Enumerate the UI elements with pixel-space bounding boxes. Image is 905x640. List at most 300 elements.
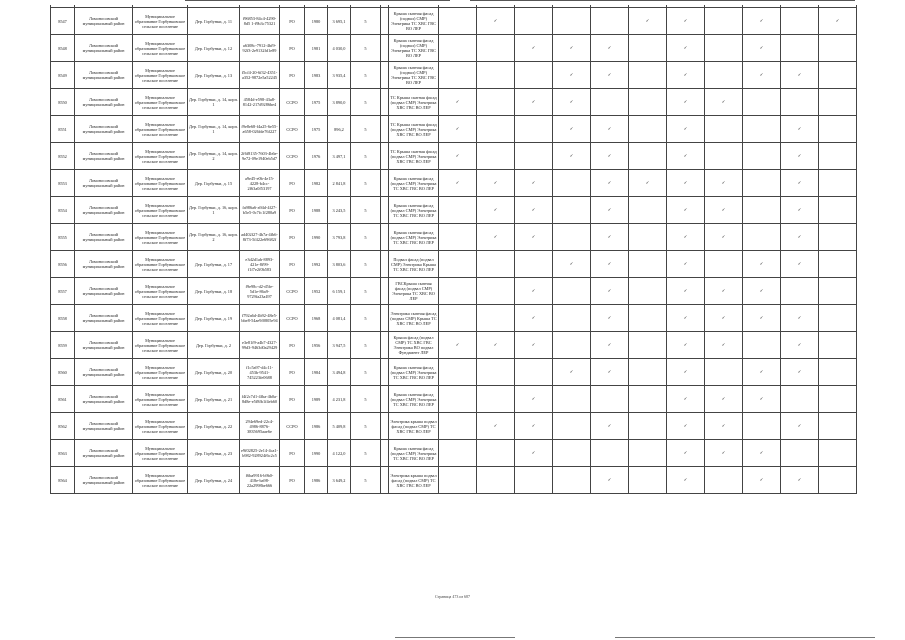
empty-cell [629, 332, 667, 359]
code-cell: f1c5a97-d4c11-453b-9541-745223fe0688 [240, 359, 280, 386]
area-cell: 3 803,6 [328, 251, 351, 278]
check-mark-icon: ✓ [591, 359, 629, 386]
works-cell: ТС Крыша скатная фасад (подвал СМР) Электрика ХВС ГВС ВО ЛЕР [389, 116, 439, 143]
check-mark-icon: ✓ [743, 251, 781, 278]
check-mark-icon: ✓ [667, 116, 705, 143]
type-cell: ССРО [280, 116, 305, 143]
empty-cell [705, 359, 743, 386]
check-mark-icon: ✓ [515, 332, 553, 359]
district-cell: Ломоносовский муниципальный район [75, 35, 133, 62]
check-mark-icon: ✓ [667, 197, 705, 224]
empty-cell [477, 386, 515, 413]
empty-cell [515, 251, 553, 278]
check-mark-icon: ✓ [781, 143, 819, 170]
empty-cell [781, 89, 819, 116]
check-mark-icon: ✓ [705, 197, 743, 224]
floors-cell: 5 [351, 467, 381, 494]
check-mark-icon: ✓ [515, 305, 553, 332]
check-mark-icon: ✓ [591, 170, 629, 197]
empty-cell [439, 224, 477, 251]
code-cell: f9e8e68-f4a25-6e55-a658-026fde76f227 [240, 116, 280, 143]
spacer-cell [381, 35, 389, 62]
check-mark-icon: ✓ [667, 170, 705, 197]
check-mark-icon: ✓ [743, 359, 781, 386]
check-mark-icon: ✓ [667, 8, 705, 35]
register-table [50, 5, 857, 494]
empty-cell [477, 251, 515, 278]
check-mark-icon: ✓ [743, 62, 781, 89]
address-cell: Дер. Горбунки, д. 14, корп. 2 [188, 143, 240, 170]
empty-cell [743, 170, 781, 197]
empty-cell [439, 386, 477, 413]
empty-cell [705, 143, 743, 170]
spacer-cell [381, 89, 389, 116]
area-cell: 5 409,8 [328, 413, 351, 440]
address-cell: Дер. Горбунки, д. 13 [188, 62, 240, 89]
check-mark-icon: ✓ [667, 359, 705, 386]
district-cell: Ломоносовский муниципальный район [75, 170, 133, 197]
row-number: 8556 [51, 251, 75, 278]
empty-cell [819, 386, 857, 413]
empty-cell [629, 467, 667, 494]
code-cell: 2f6f8135-7603-4b6e-9e72-09e1940eb5d7 [240, 143, 280, 170]
area-cell: 3 935,4 [328, 62, 351, 89]
year-cell: 1975 [305, 89, 328, 116]
empty-cell [553, 8, 591, 35]
spacer-cell [381, 116, 389, 143]
empty-cell [477, 467, 515, 494]
row-number: 8555 [51, 224, 75, 251]
empty-cell [705, 35, 743, 62]
address-cell: Дер. Горбунки, д. 16, корп. 2 [188, 224, 240, 251]
spacer-cell [381, 413, 389, 440]
empty-cell [743, 413, 781, 440]
district-cell: Ломоносовский муниципальный район [75, 467, 133, 494]
type-cell: ССРО [280, 89, 305, 116]
code-cell: f9e98c-d2-d5fe-5d1e-86a9-9729fa23a497 [240, 278, 280, 305]
district-cell: Ломоносовский муниципальный район [75, 440, 133, 467]
table-row [51, 143, 857, 170]
check-mark-icon: ✓ [629, 8, 667, 35]
check-mark-icon: ✓ [515, 170, 553, 197]
empty-cell [743, 197, 781, 224]
check-mark-icon: ✓ [705, 386, 743, 413]
table-row [51, 116, 857, 143]
works-cell: Электрика крыша подвал фасад (подвал СМР) ТС ХВС ГВС ВО ЛЕР [389, 413, 439, 440]
empty-cell [629, 386, 667, 413]
district-cell: Ломоносовский муниципальный район [75, 8, 133, 35]
floors-cell: 5 [351, 62, 381, 89]
empty-cell [553, 197, 591, 224]
check-mark-icon: ✓ [781, 467, 819, 494]
row-number: 8564 [51, 467, 75, 494]
check-mark-icon: ✓ [591, 278, 629, 305]
spacer-cell [381, 386, 389, 413]
owner-cell: Муниципальное образование Горбунковское сельское поселение [133, 467, 188, 494]
empty-cell [553, 467, 591, 494]
check-mark-icon: ✓ [553, 143, 591, 170]
spacer-cell [381, 359, 389, 386]
empty-cell [515, 359, 553, 386]
table-row [51, 224, 857, 251]
owner-cell: Муниципальное образование Горбунковское сельское поселение [133, 413, 188, 440]
type-cell: ССРО [280, 143, 305, 170]
spacer-cell [381, 251, 389, 278]
area-cell: 3 793,8 [328, 224, 351, 251]
spacer-cell [381, 8, 389, 35]
year-cell: 1989 [305, 386, 328, 413]
empty-cell [705, 251, 743, 278]
owner-cell: Муниципальное образование Горбунковское сельское поселение [133, 62, 188, 89]
empty-cell [819, 143, 857, 170]
area-cell: 3 947,5 [328, 332, 351, 359]
address-cell: Дер. Горбунки, д. 14, корп. 1 [188, 89, 240, 116]
year-cell: 1975 [305, 116, 328, 143]
check-mark-icon: ✓ [553, 89, 591, 116]
type-cell: РО [280, 224, 305, 251]
check-mark-icon: ✓ [743, 305, 781, 332]
empty-cell [819, 35, 857, 62]
type-cell: РО [280, 359, 305, 386]
code-cell: 4584d-e598-43a8-8142-217d9286be4 [240, 89, 280, 116]
address-cell: Дер. Горбунки, д. 19 [188, 305, 240, 332]
table-row [51, 413, 857, 440]
check-mark-icon: ✓ [705, 89, 743, 116]
empty-cell [553, 332, 591, 359]
code-cell: a9e45-e0b-4e15-4228-b4cc-2f63a0f53197 [240, 170, 280, 197]
works-cell: Электрика крыша подвал фасад (подвал СМР) ТС ХВС ГВС ВО ЛЕР [389, 467, 439, 494]
year-cell: 1992 [305, 251, 328, 278]
district-cell: Ломоносовский муниципальный район [75, 305, 133, 332]
check-mark-icon: ✓ [515, 386, 553, 413]
empty-cell [439, 35, 477, 62]
empty-cell [439, 8, 477, 35]
empty-cell [629, 62, 667, 89]
works-cell: Крыша скатная фасад (подвал СМР) Электрика ТС ХВС ГВС ВО ЛЕР [389, 359, 439, 386]
empty-cell [477, 278, 515, 305]
empty-cell [591, 8, 629, 35]
row-number: 8562 [51, 413, 75, 440]
type-cell: РО [280, 440, 305, 467]
row-number: 8550 [51, 89, 75, 116]
check-mark-icon: ✓ [781, 251, 819, 278]
empty-cell [781, 278, 819, 305]
empty-cell [439, 467, 477, 494]
empty-cell [591, 386, 629, 413]
code-cell: f792a6d-4b92-48e5-bbe8-54ae9f0805e94 [240, 305, 280, 332]
type-cell: ССРО [280, 305, 305, 332]
year-cell: 1956 [305, 332, 328, 359]
floors-cell: 5 [351, 413, 381, 440]
empty-cell [705, 116, 743, 143]
check-mark-icon: ✓ [439, 143, 477, 170]
check-mark-icon: ✓ [515, 440, 553, 467]
empty-cell [629, 197, 667, 224]
code-cell: ad402f27-4b7a-4fb6-8f73-5f422e69682f [240, 224, 280, 251]
empty-cell [439, 305, 477, 332]
empty-cell [439, 62, 477, 89]
type-cell: РО [280, 62, 305, 89]
owner-cell: Муниципальное образование Горбунковское сельское поселение [133, 305, 188, 332]
empty-cell [629, 440, 667, 467]
check-mark-icon: ✓ [591, 332, 629, 359]
check-mark-icon: ✓ [819, 8, 857, 35]
empty-cell [781, 440, 819, 467]
top-rule [185, 0, 450, 1]
empty-cell [819, 62, 857, 89]
check-mark-icon: ✓ [705, 413, 743, 440]
empty-cell [553, 278, 591, 305]
empty-cell [477, 143, 515, 170]
works-cell: Электрика скатная фасад (подвал СМР) Крыша ТС ХВС ГВС ВО ЛЕР [389, 305, 439, 332]
address-cell: Дер. Горбунки, д. 14, корп. 1 [188, 116, 240, 143]
table-row [51, 278, 857, 305]
row-number: 8551 [51, 116, 75, 143]
type-cell: ССРО [280, 278, 305, 305]
owner-cell: Муниципальное образование Горбунковское сельское поселение [133, 35, 188, 62]
code-cell: e3e81f9-a4b7-4327-99d3-9463d0a29429 [240, 332, 280, 359]
empty-cell [515, 467, 553, 494]
check-mark-icon: ✓ [591, 224, 629, 251]
empty-cell [553, 440, 591, 467]
code-cell: e9f02825-2e14-4ca1-b982-928924f6c2c5 [240, 440, 280, 467]
check-mark-icon: ✓ [667, 332, 705, 359]
check-mark-icon: ✓ [743, 440, 781, 467]
check-mark-icon: ✓ [667, 89, 705, 116]
check-mark-icon: ✓ [667, 386, 705, 413]
code-cell: 294e69ed-22c4-4986-8876-3835695aae6e [240, 413, 280, 440]
floors-cell: 5 [351, 8, 381, 35]
district-cell: Ломоносовский муниципальный район [75, 197, 133, 224]
empty-cell [477, 35, 515, 62]
owner-cell: Муниципальное образование Горбунковское сельское поселение [133, 170, 188, 197]
row-number: 8548 [51, 35, 75, 62]
check-mark-icon: ✓ [667, 62, 705, 89]
check-mark-icon: ✓ [515, 224, 553, 251]
type-cell: РО [280, 386, 305, 413]
empty-cell [705, 62, 743, 89]
table-row [51, 35, 857, 62]
address-cell: Дер. Горбунки, д. 11 [188, 8, 240, 35]
check-mark-icon: ✓ [743, 386, 781, 413]
year-cell: 1986 [305, 413, 328, 440]
owner-cell: Муниципальное образование Горбунковское сельское поселение [133, 143, 188, 170]
row-number: 8563 [51, 440, 75, 467]
district-cell: Ломоносовский муниципальный район [75, 359, 133, 386]
type-cell: РО [280, 197, 305, 224]
row-number: 8547 [51, 8, 75, 35]
empty-cell [629, 413, 667, 440]
area-cell: 3 695,1 [328, 8, 351, 35]
owner-cell: Муниципальное образование Горбунковское сельское поселение [133, 386, 188, 413]
works-cell: Крыша скатная фасад (подвал СМР) Электрика ТС ХВС ГВС ВО ЛЕР [389, 197, 439, 224]
check-mark-icon: ✓ [591, 305, 629, 332]
check-mark-icon: ✓ [743, 467, 781, 494]
table-row [51, 62, 857, 89]
works-cell: ТС Крыша скатная фасад (подвал СМР) Электрика ХВС ГВС ВО ЛЕР [389, 89, 439, 116]
area-cell: 2 841,8 [328, 170, 351, 197]
check-mark-icon: ✓ [591, 413, 629, 440]
empty-cell [515, 116, 553, 143]
check-mark-icon: ✓ [477, 224, 515, 251]
works-cell: Крыша скатная фасад (подвал) СМР) Электрика ТС ХВС ГВС ВО ЛЕР [389, 8, 439, 35]
area-cell: 896,2 [328, 116, 351, 143]
top-rule [470, 0, 855, 1]
check-mark-icon: ✓ [667, 224, 705, 251]
year-cell: 1988 [305, 197, 328, 224]
check-mark-icon: ✓ [591, 467, 629, 494]
floors-cell: 5 [351, 278, 381, 305]
empty-cell [515, 8, 553, 35]
row-number: 8561 [51, 386, 75, 413]
check-mark-icon: ✓ [667, 35, 705, 62]
address-cell: Дер. Горбунки, д. 23 [188, 440, 240, 467]
area-cell: 3 497,1 [328, 143, 351, 170]
empty-cell [819, 359, 857, 386]
floors-cell: 5 [351, 224, 381, 251]
check-mark-icon: ✓ [705, 305, 743, 332]
empty-cell [439, 440, 477, 467]
check-mark-icon: ✓ [515, 413, 553, 440]
empty-cell [743, 89, 781, 116]
works-cell: Подвал фасад (подвал СМР) Электрика Крыша ТС ХВС ГВС ВО ЛЕР [389, 251, 439, 278]
check-mark-icon: ✓ [591, 62, 629, 89]
address-cell: Дер. Горбунки, д. 12 [188, 35, 240, 62]
check-mark-icon: ✓ [591, 35, 629, 62]
check-mark-icon: ✓ [515, 278, 553, 305]
floors-cell: 5 [351, 143, 381, 170]
works-cell: Крыша скатная фасад (подвал СМР) Электрика ТС ХВС ГВС ВО ЛЕР [389, 170, 439, 197]
area-cell: 4 122,0 [328, 440, 351, 467]
table-row [51, 89, 857, 116]
table-row [51, 8, 857, 35]
check-mark-icon: ✓ [667, 413, 705, 440]
row-number: 8557 [51, 278, 75, 305]
empty-cell [819, 278, 857, 305]
area-cell: 3 243,5 [328, 197, 351, 224]
empty-cell [553, 170, 591, 197]
table-row [51, 332, 857, 359]
check-mark-icon: ✓ [781, 116, 819, 143]
check-mark-icon: ✓ [743, 35, 781, 62]
floors-cell: 5 [351, 305, 381, 332]
empty-cell [819, 224, 857, 251]
type-cell: РО [280, 332, 305, 359]
owner-cell: Муниципальное образование Горбунковское сельское поселение [133, 8, 188, 35]
table-row [51, 440, 857, 467]
check-mark-icon: ✓ [553, 62, 591, 89]
empty-cell [819, 467, 857, 494]
owner-cell: Муниципальное образование Горбунковское сельское поселение [133, 440, 188, 467]
year-cell: 1984 [305, 359, 328, 386]
address-cell: Дер. Горбунки, д. 2 [188, 332, 240, 359]
code-cell: f5cf4-20-6f32-4351-a352-9872e5a52245 [240, 62, 280, 89]
area-cell: 4 081,4 [328, 305, 351, 332]
empty-cell [743, 143, 781, 170]
spacer-cell [381, 278, 389, 305]
owner-cell: Муниципальное образование Горбунковское сельское поселение [133, 359, 188, 386]
row-number: 8559 [51, 332, 75, 359]
address-cell: Дер. Горбунки, д. 17 [188, 251, 240, 278]
row-number: 8549 [51, 62, 75, 89]
address-cell: Дер. Горбунки, д. 15 [188, 170, 240, 197]
check-mark-icon: ✓ [439, 89, 477, 116]
check-mark-icon: ✓ [705, 170, 743, 197]
empty-cell [705, 467, 743, 494]
row-number: 8560 [51, 359, 75, 386]
empty-cell [477, 89, 515, 116]
floors-cell: 5 [351, 386, 381, 413]
owner-cell: Муниципальное образование Горбунковское сельское поселение [133, 224, 188, 251]
check-mark-icon: ✓ [591, 197, 629, 224]
year-cell: 1990 [305, 224, 328, 251]
type-cell: РО [280, 251, 305, 278]
check-mark-icon: ✓ [477, 170, 515, 197]
code-cell: f6ba9916-b9b0-418e-ba98-22a2998be666 [240, 467, 280, 494]
page-footer: Страница 473 из 687 [434, 594, 471, 599]
owner-cell: Муниципальное образование Горбунковское сельское поселение [133, 251, 188, 278]
empty-cell [553, 305, 591, 332]
floors-cell: 5 [351, 359, 381, 386]
check-mark-icon: ✓ [781, 332, 819, 359]
empty-cell [743, 332, 781, 359]
check-mark-icon: ✓ [667, 440, 705, 467]
address-cell: Дер. Горбунки, д. 24 [188, 467, 240, 494]
district-cell: Ломоносовский муниципальный район [75, 386, 133, 413]
spacer-cell [381, 332, 389, 359]
check-mark-icon: ✓ [705, 440, 743, 467]
row-number: 8558 [51, 305, 75, 332]
owner-cell: Муниципальное образование Горбунковское сельское поселение [133, 116, 188, 143]
empty-cell [477, 359, 515, 386]
empty-cell [819, 197, 857, 224]
code-cell: fa986a6-a94d-4f27-b5e5-0c7fc1f280a9 [240, 197, 280, 224]
year-cell: 1980 [305, 8, 328, 35]
check-mark-icon: ✓ [781, 197, 819, 224]
row-number: 8554 [51, 197, 75, 224]
owner-cell: Муниципальное образование Горбунковское сельское поселение [133, 197, 188, 224]
table-row [51, 170, 857, 197]
type-cell: ССРО [280, 413, 305, 440]
table-body [51, 5, 857, 494]
works-cell: Крыша скатная фасад (подвал СМР) Электрика ТС ХВС ГВС ВО ЛЕР [389, 386, 439, 413]
empty-cell [477, 305, 515, 332]
floors-cell: 5 [351, 89, 381, 116]
area-cell: 4 231,8 [328, 386, 351, 413]
address-cell: Дер. Горбунки, д. 21 [188, 386, 240, 413]
empty-cell [629, 359, 667, 386]
empty-cell [515, 143, 553, 170]
area-cell: 4 030,0 [328, 35, 351, 62]
works-cell: Крыша фасад (подвал СМР) ТС ХВС ГВС Электрика ВО подвал Фундамент ЛЕР [389, 332, 439, 359]
address-cell: Дер. Горбунки, д. 20 [188, 359, 240, 386]
check-mark-icon: ✓ [591, 116, 629, 143]
type-cell: РО [280, 35, 305, 62]
owner-cell: Муниципальное образование Горбунковское сельское поселение [133, 89, 188, 116]
check-mark-icon: ✓ [743, 278, 781, 305]
empty-cell [477, 62, 515, 89]
floors-cell: 5 [351, 440, 381, 467]
spacer-cell [381, 143, 389, 170]
empty-cell [819, 251, 857, 278]
empty-cell [553, 224, 591, 251]
check-mark-icon: ✓ [743, 8, 781, 35]
check-mark-icon: ✓ [667, 467, 705, 494]
check-mark-icon: ✓ [629, 170, 667, 197]
district-cell: Ломоносовский муниципальный район [75, 251, 133, 278]
empty-cell [591, 89, 629, 116]
empty-cell [515, 62, 553, 89]
